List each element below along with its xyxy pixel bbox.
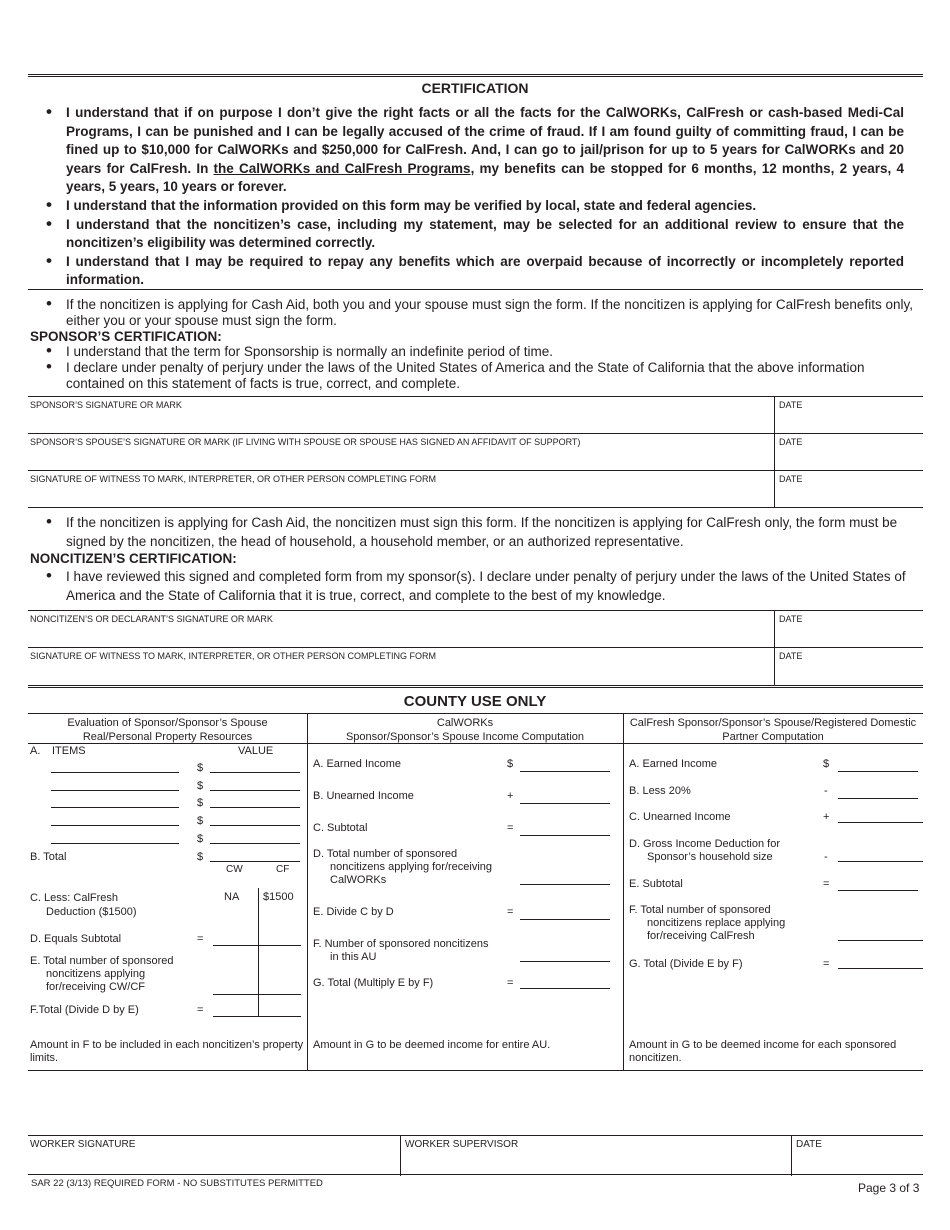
cw-divide-line[interactable] (520, 919, 610, 920)
cw-earned-income-label: A. Earned Income (313, 758, 402, 770)
top-double-rule (28, 74, 923, 77)
page-number: Page 3 of 3 (858, 1181, 920, 1195)
sponsor-term: • I understand that the term for Sponsorship is normally an indefinite period of time. (28, 344, 918, 360)
calworks-note: Amount in G to be deemed income for entire AU. (313, 1039, 551, 1051)
county-double-rule (28, 685, 923, 688)
amount-1500-label: $1500 (263, 891, 294, 903)
verify-statement: • I understand that the information provided on this form may be verified by local, state and federal agencies. (28, 197, 904, 216)
noncitizen-instruction: • If the noncitizen is applying for Cash Aid, the noncitizen must sign this form. If the noncitizen is applying for CalFresh only, the form must be signed by the noncitizen, the head of household, a household member, or an authorized representative. (28, 513, 918, 551)
review-statement: • I understand that the noncitizen’s case, including my statement, may be selected for an additional review to ensure that the noncitizen’s eligibility was determined correctly. (28, 216, 904, 253)
fraud-statement: • I understand that if on purpose I don’t give the right facts or all the facts for the CalWORKs, CalFresh or cash-based Medi-Cal Programs, I can be punished and I can be legally accused of the crime of fraud. If I am found guilty of committing fraud, I can be fined up to $10,000 for CalWORKs and $250,000 for CalFresh. And, I can go to jail/prison for up to 5 years for CalWORKs and 20 years for CalFresh. In the CalWORKs and CalFresh Programs, my benefits can be stopped for 6 months, 12 months, 2 years, 4 years, 5 years, 10 years or forever. (28, 104, 904, 197)
item-line-2[interactable] (51, 790, 179, 791)
cf-gross-deduction-label: D. Gross Income Deduction for (629, 838, 781, 850)
certification-list (28, 104, 904, 290)
cw-subtotal-label: C. Subtotal (313, 822, 368, 834)
calfresh-column-header: CalFresh Sponsor/Sponsor’s Spouse/Registered Domestic Partner Computation (629, 717, 917, 743)
total-value-line[interactable] (210, 861, 300, 862)
cw-divide-label: E. Divide C by D (313, 906, 394, 918)
cw-number-sponsored-label: F. Number of sponsored noncitizens (313, 938, 489, 950)
cw-unearned-income-line[interactable] (520, 803, 610, 804)
cf-less-20-label: B. Less 20% (629, 785, 691, 797)
worker-supervisor-field[interactable]: WORKER SUPERVISOR (405, 1139, 519, 1150)
cw-subtotal-line[interactable] (520, 835, 610, 836)
noncitizen-signature-label: NONCITIZEN’S OR DECLARANT’S SIGNATURE OR MARK (30, 614, 273, 624)
e-total-line[interactable] (213, 994, 301, 995)
cf-unearned-income-label: C. Unearned Income (629, 811, 731, 823)
items-header: ITEMS (52, 745, 86, 757)
cf-gross-deduction-line[interactable] (838, 861, 923, 862)
cf-subtotal-label: E. Subtotal (629, 878, 683, 890)
sponsor-date-field[interactable]: DATE (774, 397, 923, 433)
sponsor-witness-signature-label: SIGNATURE OF WITNESS TO MARK, INTERPRETER, OR OTHER PERSON COMPLETING FORM (30, 474, 437, 484)
county-use-box (28, 713, 923, 1071)
d-equals-label: D. Equals Subtotal (30, 933, 122, 945)
cf-less-20-line[interactable] (838, 798, 918, 799)
worker-signature-field[interactable]: WORKER SIGNATURE (30, 1139, 136, 1150)
property-note: Amount in F to be included in each noncitizen’s property limits. (30, 1039, 304, 1064)
noncitizen-witness-date-field[interactable]: DATE (774, 648, 923, 685)
sponsor-spouse-date-field[interactable]: DATE (774, 434, 923, 470)
calfresh-note: Amount in G to be deemed income for each sponsored noncitizen. (629, 1039, 897, 1064)
value-line-2[interactable] (210, 790, 300, 791)
calworks-column-header: CalWORKs Sponsor/Sponsor’s Spouse Income Computation (345, 717, 585, 743)
noncitizen-signature-field[interactable] (28, 610, 923, 647)
repay-statement: • I understand that I may be required to repay any benefits which are overpaid because of incorrectly or incompletely reported information. (28, 253, 904, 290)
worker-signature-box (28, 1135, 923, 1175)
noncitizen-date-field[interactable]: DATE (774, 611, 923, 647)
e-total-label: E. Total number of sponsored (30, 955, 174, 967)
c-less-label: C. Less: CalFresh (30, 892, 119, 904)
sponsor-signature-field[interactable] (28, 396, 923, 433)
sponsor-declare: • I declare under penalty of perjury under the laws of the United States of America and the State of California that the above information contained on this statement of facts is true, correct, and complete. (28, 360, 918, 392)
item-line-5[interactable] (51, 843, 179, 844)
cw-total-sponsored-label: D. Total number of sponsored (313, 848, 458, 860)
na-label: NA (224, 891, 240, 903)
noncitizen-instruction-list (28, 513, 918, 551)
item-line-1[interactable] (51, 772, 179, 773)
value-line-1[interactable] (210, 772, 300, 773)
cf-total-divide-label: G. Total (Divide E by F) (629, 958, 743, 970)
d-subtotal-line[interactable] (213, 945, 301, 946)
cw-unearned-income-label: B. Unearned Income (313, 790, 414, 802)
programs-underlined: the CalWORKs and CalFresh Programs (213, 160, 471, 176)
cf-label: CF (276, 864, 290, 875)
value-line-4[interactable] (210, 825, 300, 826)
value-line-3[interactable] (210, 807, 300, 808)
cf-unearned-income-line[interactable] (838, 822, 923, 823)
value-line-5[interactable] (210, 843, 300, 844)
value-header: VALUE (238, 745, 274, 757)
cf-earned-income-label: A. Earned Income (629, 758, 718, 770)
noncitizen-declare: • I have reviewed this signed and completed form from my sponsor(s). I declare under penalty of perjury under the laws of the United States of America and the State of California that it is true, correct, and complete to the best of my knowledge. (28, 567, 918, 605)
cw-label: CW (226, 864, 243, 875)
noncitizen-cert-list (28, 567, 918, 605)
sponsor-signature-label: SPONSOR’S SIGNATURE OR MARK (30, 400, 182, 410)
cf-total-sponsored-label: F. Total number of sponsored (629, 904, 771, 916)
cw-number-sponsored-line[interactable] (520, 961, 610, 962)
sponsor-cert-list (28, 344, 918, 392)
sponsor-spouse-signature-label: SPONSOR’S SPOUSE’S SIGNATURE OR MARK (IF LIVING WITH SPOUSE OR SPOUSE HAS SIGNED AN AFFIDAVIT OF SUPPORT) (30, 437, 581, 447)
cw-cf-divider (258, 888, 259, 1017)
cw-total-sponsored-line[interactable] (520, 884, 610, 885)
b-total-label: B. Total (30, 851, 67, 863)
sponsor-spouse-signature-field[interactable] (28, 433, 923, 470)
sponsor-witness-date-field[interactable]: DATE (774, 471, 923, 507)
cf-subtotal-line[interactable] (838, 890, 918, 891)
sponsor-instruction-list (28, 297, 918, 329)
sponsor-instruction: • If the noncitizen is applying for Cash Aid, both you and your spouse must sign the form. If the noncitizen is applying for CalFresh benefits only, either you or your spouse must sign the form. (28, 297, 918, 329)
county-col-divider-2 (623, 713, 624, 1071)
item-line-3[interactable] (51, 807, 179, 808)
cw-total-multiply-label: G. Total (Multiply E by F) (313, 977, 434, 989)
county-col-divider-1 (307, 713, 308, 1071)
noncitizen-witness-signature-label: SIGNATURE OF WITNESS TO MARK, INTERPRETER, OR OTHER PERSON COMPLETING FORM (30, 651, 437, 661)
cf-total-sponsored-line[interactable] (838, 940, 923, 941)
sponsor-witness-signature-field[interactable] (28, 470, 923, 508)
property-column-header: Evaluation of Sponsor/Sponsor’s Spouse Real/Personal Property Resources (67, 717, 268, 743)
noncitizen-witness-signature-field[interactable] (28, 647, 923, 685)
cf-earned-income-line[interactable] (838, 771, 918, 772)
f-total-label: F.Total (Divide D by E) (30, 1004, 139, 1016)
worker-date-field[interactable]: DATE (796, 1139, 822, 1150)
sponsor-heading: SPONSOR’S CERTIFICATION: (30, 329, 222, 344)
certification-title: CERTIFICATION (421, 80, 529, 96)
certification-divider (28, 289, 923, 290)
cw-total-multiply-line[interactable] (520, 988, 610, 989)
cw-earned-income-line[interactable] (520, 771, 610, 772)
county-use-title: COUNTY USE ONLY (403, 693, 547, 710)
form-id: SAR 22 (3/13) REQUIRED FORM - NO SUBSTITUTES PERMITTED (31, 1178, 323, 1189)
item-line-4[interactable] (51, 825, 179, 826)
noncitizen-heading: NONCITIZEN’S CERTIFICATION: (30, 551, 237, 566)
f-total-line[interactable] (213, 1016, 301, 1017)
cf-total-divide-line[interactable] (838, 968, 923, 969)
